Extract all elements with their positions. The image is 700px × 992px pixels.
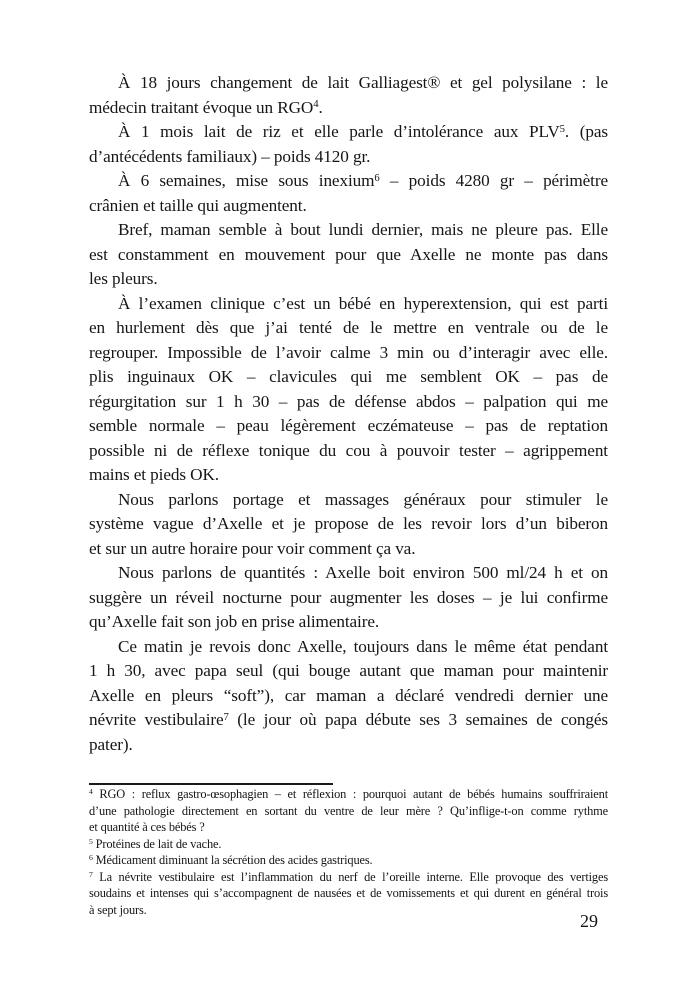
text-line: pater). <box>89 734 133 754</box>
footnote <box>89 852 608 869</box>
footnote <box>89 869 608 919</box>
body-text <box>89 71 608 757</box>
paragraph <box>89 292 608 488</box>
text-line: possible ni de réflexe tonique du cou à pouvoir tester – agrippement <box>89 440 608 460</box>
text-line: Ce matin je revois donc Axelle, toujours dans le même état pendant <box>118 636 608 656</box>
text-line: 1 h 30, avec papa seul (qui bouge autant que maman pour maintenir <box>89 661 608 680</box>
text-line: Bref, maman semble à bout lundi dernier, mais ne pleure pas. Elle <box>118 220 608 239</box>
paragraph <box>89 218 608 292</box>
text-line: d’antécédents familiaux) – poids 4120 gr. <box>89 146 371 166</box>
text-line: et quantité à ces bébés ? <box>89 820 205 834</box>
footnote-ref: 5 <box>89 836 93 846</box>
text-line: Nous parlons de quantités : Axelle boit environ 500 ml/24 h et on <box>118 563 608 582</box>
text-line: est constamment en mouvement pour que Axelle ne monte pas dans <box>89 244 608 264</box>
text-line: À 1 mois lait de riz et elle parle d’intolérance aux PLV$^5$. (pas <box>118 122 608 141</box>
text-line: à sept jours. <box>89 902 147 917</box>
paragraph <box>89 561 608 635</box>
paragraph <box>89 635 608 758</box>
text-line: mains et pieds OK. <box>89 465 219 484</box>
footnote-ref: 5 <box>559 123 565 135</box>
text-line: Axelle en pleurs “soft”), car maman a déclaré vendredi dernier une <box>89 685 608 705</box>
footnote <box>89 836 608 853</box>
text-line: d’une pathologie directement en sortant du ventre de leur mère ? Qu’inflige-t-on comme rythme <box>89 803 608 818</box>
text-line: $^4$ RGO : reflux gastro-œsophagien – et réflexion : pourquoi autant de bébés humains souffriraient <box>89 787 608 801</box>
paragraph <box>89 120 608 169</box>
footnote-ref: 4 <box>89 787 93 797</box>
text-line: À 18 jours changement de lait Galliagest® et gel polysilane : le <box>118 73 608 92</box>
text-line: soudains et intenses qui s’accompagnent de nausées et de vomissements et qui durent en général trois <box>89 886 608 900</box>
footnotes <box>89 786 608 918</box>
text-line: regrouper. Impossible de l’avoir calme 3 min ou d’interagir avec elle. <box>89 342 608 362</box>
paragraph <box>89 169 608 218</box>
footnote-ref: 6 <box>374 172 380 184</box>
footnote-ref: 4 <box>313 99 319 111</box>
footnote <box>89 786 608 836</box>
footnote-ref: 7 <box>89 869 93 879</box>
text-line: en hurlement dès que j’ai tenté de le mettre en ventrale ou de le <box>89 318 608 337</box>
text-line: Nous parlons portage et massages généraux pour stimuler le <box>118 489 608 509</box>
text-line: À 6 semaines, mise sous inexium$^6$ – poids 4280 gr – périmètre <box>118 171 608 190</box>
text-line: suggère un réveil nocturne pour augmenter les doses – je lui confirme <box>89 587 608 607</box>
text-line: qu’Axelle fait son job en prise alimentaire. <box>89 612 380 631</box>
page-number: 29 <box>580 911 598 931</box>
paragraph <box>89 488 608 562</box>
text-line: $^5$ Protéines de lait de vache. <box>89 836 222 851</box>
text-line: crânien et taille qui augmentent. <box>89 195 307 215</box>
text-line: névrite vestibulaire$^7$ (le jour où papa débute ses 3 semaines de congés <box>89 710 608 729</box>
text-line: $^6$ Médicament diminuant la sécrétion des acides gastriques. <box>89 853 373 867</box>
text-line: système vague d’Axelle et je propose de les revoir lors d’un biberon <box>89 514 608 533</box>
paragraph <box>89 71 608 120</box>
text-line: À l’examen clinique c’est un bébé en hyperextension, qui est parti <box>118 293 608 313</box>
text-line: et sur un autre horaire pour voir comment ça va. <box>89 538 416 558</box>
text-line: les pleurs. <box>89 269 158 288</box>
footnote-ref: 7 <box>223 711 229 723</box>
footnote-separator <box>89 783 333 785</box>
text-line: semble normale – peau légèrement eczémateuse – pas de reptation <box>89 416 608 435</box>
footnote-ref: 6 <box>89 853 93 863</box>
text-line: $^7$ La névrite vestibulaire est l’inflammation du nerf de l’oreille interne. Elle provoque des vertiges <box>89 869 608 884</box>
text-line: médecin traitant évoque un RGO$^4$. <box>89 97 323 117</box>
text-line: régurgitation sur 1 h 30 – pas de défense abdos – palpation qui me <box>89 391 608 411</box>
text-line: plis inguinaux OK – clavicules qui me semblent OK – pas de <box>89 367 608 386</box>
